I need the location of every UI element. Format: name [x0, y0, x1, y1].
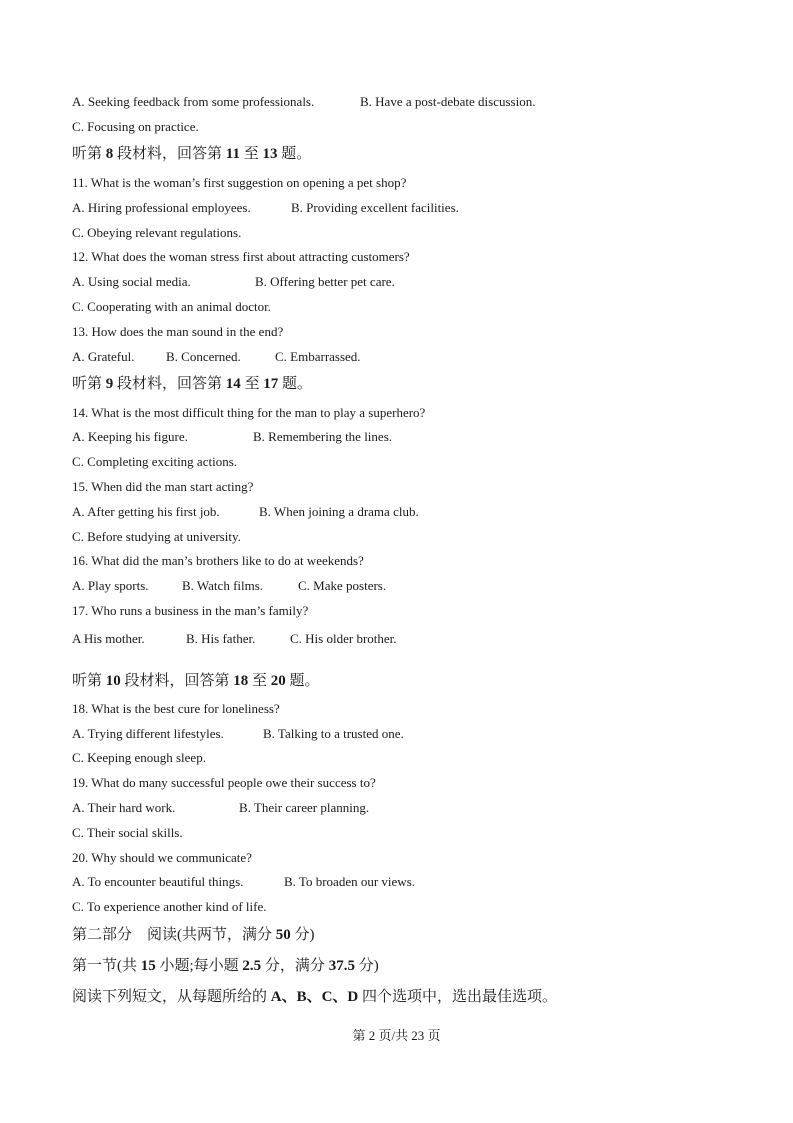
total-points: 37.5 [328, 958, 355, 974]
range-start: 11 [225, 146, 240, 162]
heading-text: 至 [240, 376, 264, 392]
range-end: 13 [262, 146, 278, 162]
option-b: B. Have a post-debate discussion. [360, 94, 536, 109]
question-stem: 15. When did the man start acting? [72, 479, 254, 494]
option-b: B. To broaden our views. [284, 874, 415, 889]
option-b: B. Providing excellent facilities. [291, 200, 459, 215]
question-stem: 19. What do many successful people owe their success to? [72, 775, 376, 790]
instruction-part: 阅读下列短文，从每题所给的 [72, 989, 271, 1005]
heading-text: 第一节(共 [72, 958, 141, 974]
instruction-text [72, 988, 557, 1006]
range-start: 14 [225, 376, 241, 392]
option-b: B. Concerned. [166, 349, 241, 364]
section-heading [72, 375, 312, 393]
option-b: B. Remembering the lines. [253, 429, 393, 444]
question-count: 15 [140, 958, 156, 974]
heading-text: 听第 [72, 673, 106, 689]
option-c: C. Focusing on practice. [72, 119, 199, 134]
option-a: A. Grateful. [72, 349, 135, 364]
heading-text: 段材料，回答第 [113, 376, 226, 392]
section-number: 9 [105, 376, 114, 392]
heading-text: 分) [354, 958, 379, 974]
question-stem: 17. Who runs a business in the man’s family? [72, 603, 309, 618]
option-c: C. Make posters. [298, 578, 387, 593]
heading-text: 题。 [278, 376, 313, 392]
page-footer: 第 2 页/共 23 页 [352, 1028, 441, 1043]
option-c: C. Keeping enough sleep. [72, 750, 206, 765]
option-b: B. Watch films. [182, 578, 264, 593]
option-b: B. Their career planning. [239, 800, 370, 815]
question-stem: 12. What does the woman stress first about attracting customers? [72, 249, 410, 264]
option-letters: A、B、C、D [270, 989, 359, 1005]
option-a: A His mother. [72, 631, 145, 646]
option-c: C. Completing exciting actions. [72, 454, 238, 469]
option-b: B. Offering better pet care. [255, 274, 395, 289]
option-a: A. Their hard work. [72, 800, 176, 815]
question-stem: 13. How does the man sound in the end? [72, 324, 284, 339]
range-start: 18 [233, 673, 249, 689]
section-number: 8 [105, 146, 114, 162]
heading-text: 题。 [277, 146, 312, 162]
section-heading [72, 672, 320, 690]
question-stem: 20. Why should we communicate? [72, 850, 252, 865]
heading-text: 第二部分 阅读(共两节，满分 [72, 927, 276, 943]
heading-text: 听第 [72, 376, 106, 392]
range-end: 17 [263, 376, 279, 392]
heading-text: 至 [239, 146, 263, 162]
heading-text: 段材料，回答第 [120, 673, 234, 689]
option-a: A. Keeping his figure. [72, 429, 188, 444]
subsection-heading [72, 957, 379, 975]
option-b: B. Talking to a trusted one. [263, 726, 404, 741]
option-a: A. Play sports. [72, 578, 149, 593]
heading-text: 分) [290, 927, 315, 943]
heading-text: 段材料，回答第 [113, 146, 226, 162]
option-a: A. After getting his first job. [72, 504, 220, 519]
option-c: C. Obeying relevant regulations. [72, 225, 242, 240]
option-c: C. Their social skills. [72, 825, 183, 840]
heading-text: 题。 [285, 673, 320, 689]
heading-text: 分，满分 [261, 958, 329, 974]
heading-text: 听第 [72, 146, 106, 162]
question-stem: 18. What is the best cure for loneliness? [72, 701, 280, 716]
option-c: C. Cooperating with an animal doctor. [72, 299, 271, 314]
option-b: B. When joining a drama club. [259, 504, 419, 519]
question-stem: 14. What is the most difficult thing for the man to play a superhero? [72, 405, 426, 420]
option-c: C. Embarrassed. [275, 349, 361, 364]
option-c: C. Before studying at university. [72, 529, 241, 544]
heading-text: 小题;每小题 [155, 958, 243, 974]
option-a: A. Trying different lifestyles. [72, 726, 224, 741]
option-a: A. Seeking feedback from some professionals. [72, 94, 315, 109]
points-each: 2.5 [242, 958, 262, 974]
option-c: C. To experience another kind of life. [72, 899, 267, 914]
section-number: 10 [105, 673, 121, 689]
option-b: B. His father. [186, 631, 256, 646]
heading-text: 至 [248, 673, 271, 689]
option-a: A. Using social media. [72, 274, 191, 289]
option-a: A. Hiring professional employees. [72, 200, 251, 215]
total-score: 50 [275, 927, 291, 943]
option-a: A. To encounter beautiful things. [72, 874, 244, 889]
question-stem: 16. What did the man’s brothers like to do at weekends? [72, 553, 364, 568]
section-heading [72, 145, 311, 163]
range-end: 20 [270, 673, 286, 689]
instruction-part: 四个选项中，选出最佳选项。 [358, 989, 558, 1005]
option-c: C. His older brother. [290, 631, 397, 646]
part-heading [72, 926, 315, 944]
question-stem: 11. What is the woman’s first suggestion on opening a pet shop? [72, 175, 407, 190]
